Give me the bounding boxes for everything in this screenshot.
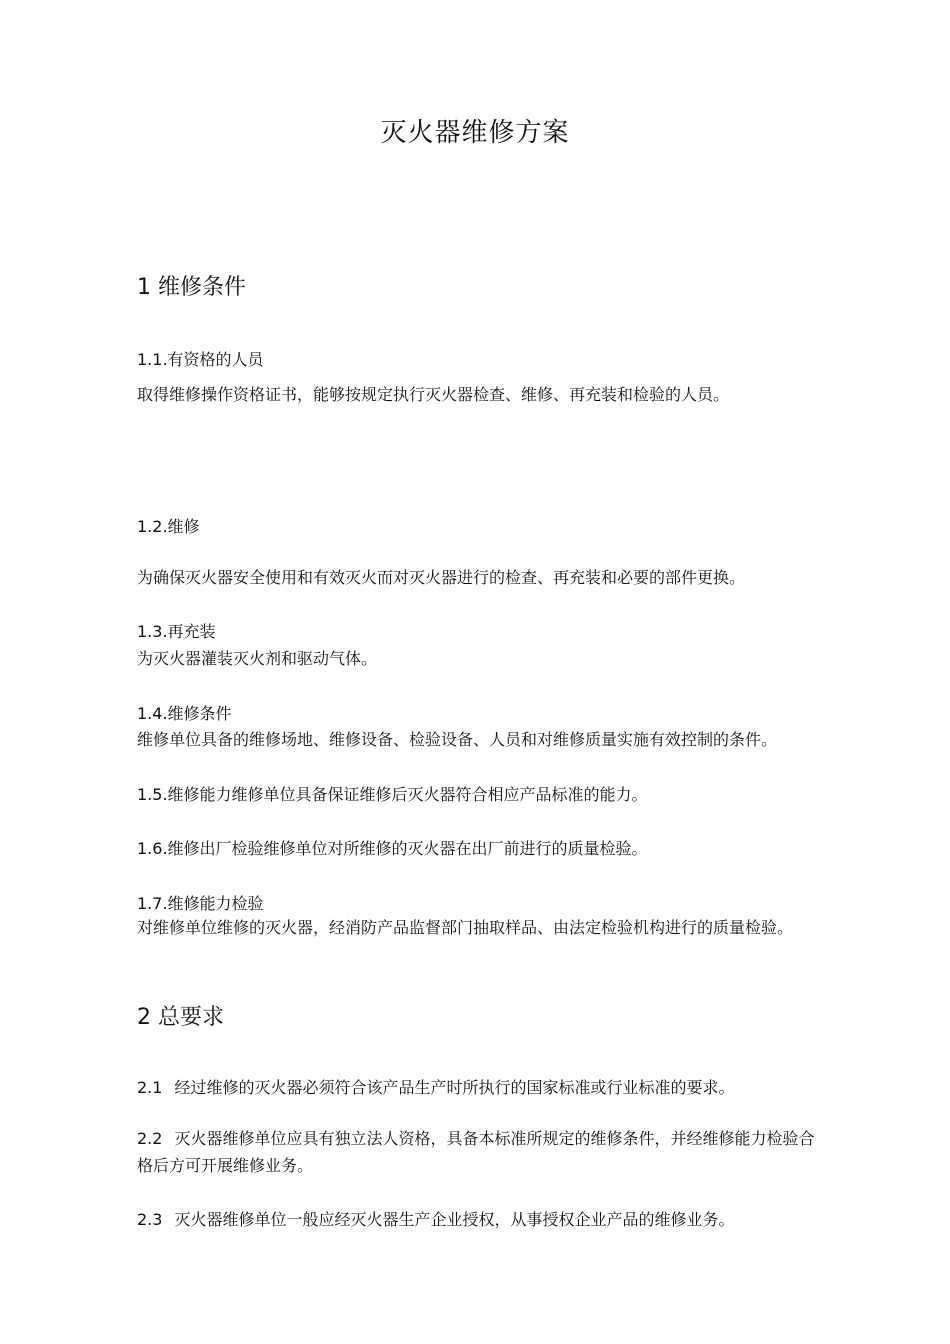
item-2-2-text: 灭火器维修单位应具有独立法人资格，具备本标准所规定的维修条件，并经维修能力检验合格后方可开展维修业务。 bbox=[137, 1129, 815, 1175]
document-title: 灭火器维修方案 bbox=[380, 118, 570, 148]
item-2-3-text: 灭火器维修单位一般应经灭火器生产企业授权，从事授权企业产品的维修业务。 bbox=[174, 1210, 735, 1229]
item-1-1-text: 取得维修操作资格证书，能够按规定执行灭火器检查、维修、再充装和检验的人员。 bbox=[137, 385, 730, 404]
item-1-3-text: 为灭火器灌装灭火剂和驱动气体。 bbox=[137, 649, 378, 668]
item-2-3 bbox=[137, 1207, 734, 1230]
item-1-6-text: 维修出厂检验维修单位对所维修的灭火器在出厂前进行的质量检验。 bbox=[167, 839, 648, 858]
item-2-2 bbox=[137, 1125, 817, 1179]
item-1-6 bbox=[137, 836, 648, 859]
item-2-2-number: 2.2 bbox=[137, 1129, 163, 1148]
item-1-5 bbox=[137, 782, 648, 805]
item-1-6-number: 1.6. bbox=[137, 839, 168, 858]
section-1-heading: 1 维修条件 bbox=[137, 275, 246, 300]
item-2-1-text: 经过维修的灭火器必须符合该产品生产时所执行的国家标准或行业标准的要求。 bbox=[174, 1078, 735, 1097]
item-1-3-heading: 1.3.再充装 bbox=[137, 622, 216, 641]
item-1-7-text: 对维修单位维修的灭火器，经消防产品监督部门抽取样品、由法定检验机构进行的质量检验。 bbox=[137, 918, 794, 937]
item-1-1-heading: 1.1.有资格的人员 bbox=[137, 350, 264, 369]
item-1-4-heading: 1.4.维修条件 bbox=[137, 704, 232, 723]
section-2-heading: 2 总要求 bbox=[137, 1005, 224, 1030]
item-2-3-number: 2.3 bbox=[137, 1210, 163, 1229]
item-1-7-heading: 1.7.维修能力检验 bbox=[137, 894, 264, 913]
item-1-5-number: 1.5. bbox=[137, 785, 168, 804]
item-1-5-text: 维修能力维修单位具备保证维修后灭火器符合相应产品标准的能力。 bbox=[167, 785, 648, 804]
item-2-1-number: 2.1 bbox=[137, 1078, 163, 1097]
item-2-1 bbox=[137, 1075, 734, 1098]
item-1-2-heading: 1.2.维修 bbox=[137, 517, 200, 536]
item-1-2-text: 为确保灭火器安全使用和有效灭火而对灭火器进行的检查、再充装和必要的部件更换。 bbox=[137, 568, 746, 587]
item-1-4-text: 维修单位具备的维修场地、维修设备、检验设备、人员和对维修质量实施有效控制的条件。 bbox=[137, 730, 778, 749]
